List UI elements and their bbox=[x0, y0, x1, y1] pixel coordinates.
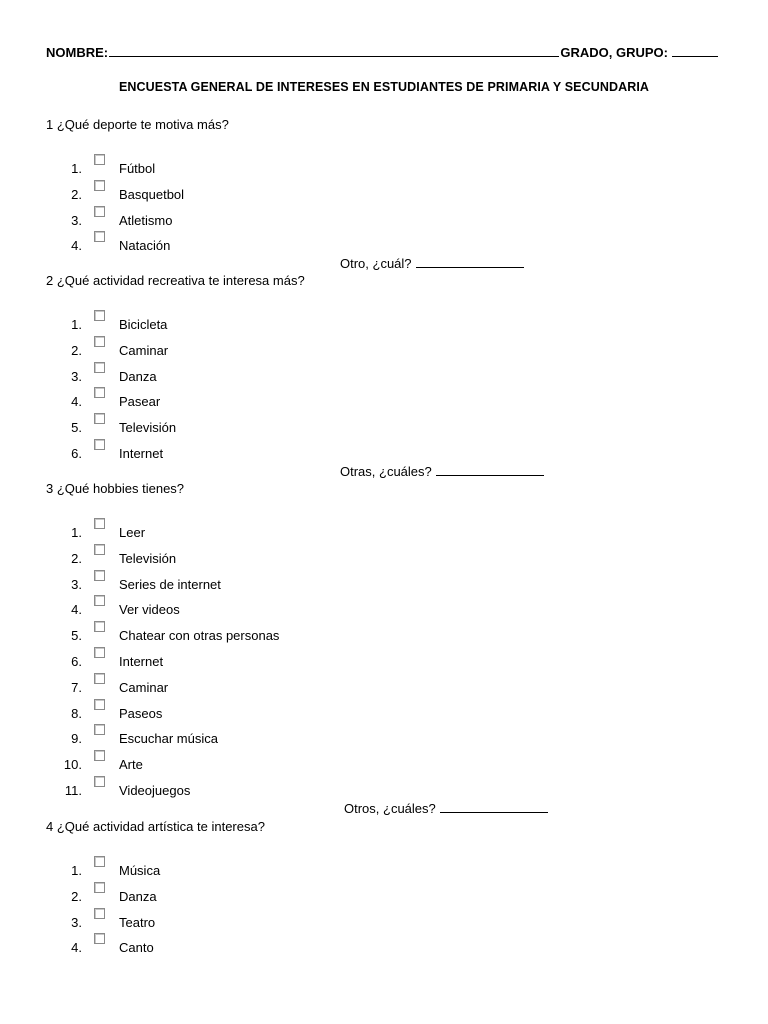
checkbox[interactable] bbox=[94, 544, 105, 555]
checkbox[interactable] bbox=[94, 595, 105, 606]
survey-title: ENCUESTA GENERAL DE INTERESES EN ESTUDIANTES DE PRIMARIA Y SECUNDARIA bbox=[118, 80, 650, 94]
other-label: Otro, ¿cuál? bbox=[340, 256, 412, 272]
option-label: Basquetbol bbox=[119, 186, 185, 202]
student-header bbox=[46, 44, 718, 60]
option-row[interactable] bbox=[0, 757, 768, 777]
question-2-text: 2 ¿Qué actividad recreativa te interesa más? bbox=[46, 273, 305, 288]
checkbox[interactable] bbox=[94, 724, 105, 735]
option-number: 3. bbox=[71, 914, 82, 930]
option-number: 10. bbox=[63, 757, 82, 773]
option-number: 2. bbox=[71, 888, 82, 904]
option-label: Teatro bbox=[119, 914, 156, 930]
grado-field[interactable] bbox=[672, 44, 718, 57]
option-number: 4. bbox=[71, 238, 82, 254]
option-label: Canto bbox=[119, 940, 154, 956]
option-label: Caminar bbox=[119, 342, 169, 358]
option-row[interactable] bbox=[0, 863, 768, 883]
checkbox[interactable] bbox=[94, 387, 105, 398]
option-row[interactable] bbox=[0, 628, 768, 648]
nombre-label: NOMBRE: bbox=[46, 45, 109, 60]
option-label: Leer bbox=[119, 525, 146, 540]
option-row[interactable] bbox=[0, 525, 768, 545]
option-label: Danza bbox=[119, 368, 157, 384]
option-label: Arte bbox=[119, 757, 143, 773]
option-number: 4. bbox=[71, 394, 82, 410]
checkbox[interactable] bbox=[94, 362, 105, 373]
option-label: Televisión bbox=[119, 550, 177, 566]
checkbox[interactable] bbox=[94, 413, 105, 424]
other-field[interactable] bbox=[416, 256, 524, 268]
question-4-text: 4 ¿Qué actividad artística te interesa? bbox=[46, 819, 265, 834]
option-label: Internet bbox=[119, 446, 164, 461]
other-answer bbox=[340, 256, 524, 271]
option-number: 11. bbox=[64, 783, 82, 798]
option-row[interactable] bbox=[0, 420, 768, 440]
checkbox[interactable] bbox=[94, 231, 105, 242]
option-row[interactable] bbox=[0, 369, 768, 389]
option-row[interactable] bbox=[0, 602, 768, 622]
option-row[interactable] bbox=[0, 161, 768, 181]
checkbox[interactable] bbox=[94, 206, 105, 217]
option-label: Videojuegos bbox=[119, 783, 191, 798]
question-3-text: 3 ¿Qué hobbies tienes? bbox=[46, 481, 185, 496]
option-number: 1. bbox=[71, 161, 82, 176]
option-label: Paseos bbox=[119, 705, 163, 721]
checkbox[interactable] bbox=[94, 518, 105, 529]
checkbox[interactable] bbox=[94, 180, 105, 191]
option-label: Fútbol bbox=[119, 161, 156, 176]
option-number: 6. bbox=[71, 446, 82, 461]
option-label: Natación bbox=[119, 238, 171, 254]
option-row[interactable] bbox=[0, 783, 768, 803]
question-1-text: 1 ¿Qué deporte te motiva más? bbox=[46, 117, 229, 132]
option-number: 3. bbox=[71, 576, 82, 592]
grado-label: GRADO, GRUPO: bbox=[560, 45, 668, 60]
checkbox[interactable] bbox=[94, 699, 105, 710]
checkbox[interactable] bbox=[94, 856, 105, 867]
option-row[interactable] bbox=[0, 187, 768, 207]
option-number: 2. bbox=[71, 186, 82, 202]
option-label: Bicicleta bbox=[119, 317, 168, 332]
option-row[interactable] bbox=[0, 394, 768, 414]
checkbox[interactable] bbox=[94, 310, 105, 321]
option-label: Internet bbox=[119, 654, 164, 669]
option-row[interactable] bbox=[0, 706, 768, 726]
option-row[interactable] bbox=[0, 680, 768, 700]
checkbox[interactable] bbox=[94, 336, 105, 347]
checkbox[interactable] bbox=[94, 882, 105, 893]
checkbox[interactable] bbox=[94, 776, 105, 787]
option-label: Televisión bbox=[119, 420, 177, 436]
option-row[interactable] bbox=[0, 317, 768, 337]
option-row[interactable] bbox=[0, 551, 768, 571]
option-row[interactable] bbox=[0, 577, 768, 597]
other-field[interactable] bbox=[440, 801, 548, 813]
checkbox[interactable] bbox=[94, 673, 105, 684]
option-number: 8. bbox=[71, 705, 82, 721]
option-number: 2. bbox=[71, 550, 82, 566]
option-label: Caminar bbox=[119, 679, 169, 695]
other-field[interactable] bbox=[436, 464, 544, 476]
option-row[interactable] bbox=[0, 446, 768, 466]
checkbox[interactable] bbox=[94, 750, 105, 761]
other-answer bbox=[340, 464, 544, 479]
option-label: Música bbox=[119, 863, 161, 878]
option-number: 6. bbox=[71, 654, 82, 669]
checkbox[interactable] bbox=[94, 933, 105, 944]
checkbox[interactable] bbox=[94, 154, 105, 165]
option-row[interactable] bbox=[0, 940, 768, 960]
option-label: Escuchar música bbox=[119, 731, 218, 747]
option-row[interactable] bbox=[0, 731, 768, 751]
checkbox[interactable] bbox=[94, 647, 105, 658]
checkbox[interactable] bbox=[94, 621, 105, 632]
option-number: 1. bbox=[71, 525, 82, 540]
other-label: Otras, ¿cuáles? bbox=[340, 464, 432, 479]
option-row[interactable] bbox=[0, 915, 768, 935]
option-number: 5. bbox=[71, 420, 82, 436]
other-answer bbox=[344, 801, 548, 816]
option-number: 1. bbox=[71, 863, 82, 878]
option-number: 7. bbox=[71, 679, 82, 695]
option-number: 5. bbox=[71, 628, 82, 644]
checkbox[interactable] bbox=[94, 908, 105, 919]
option-number: 9. bbox=[71, 731, 82, 747]
option-row[interactable] bbox=[0, 889, 768, 909]
option-number: 3. bbox=[71, 368, 82, 384]
option-label: Atletismo bbox=[119, 212, 173, 228]
option-label: Ver videos bbox=[119, 602, 180, 618]
option-number: 3. bbox=[71, 212, 82, 228]
option-number: 1. bbox=[71, 317, 82, 332]
option-number: 4. bbox=[71, 940, 82, 956]
option-number: 2. bbox=[71, 342, 82, 358]
checkbox[interactable] bbox=[94, 570, 105, 581]
nombre-field[interactable] bbox=[109, 44, 559, 57]
other-label: Otros, ¿cuáles? bbox=[344, 801, 436, 816]
option-row[interactable] bbox=[0, 343, 768, 363]
option-number: 4. bbox=[71, 602, 82, 618]
option-row[interactable] bbox=[0, 238, 768, 258]
option-row[interactable] bbox=[0, 654, 768, 674]
option-label: Chatear con otras personas bbox=[119, 628, 280, 644]
option-row[interactable] bbox=[0, 213, 768, 233]
option-label: Danza bbox=[119, 888, 157, 904]
option-label: Pasear bbox=[119, 394, 161, 410]
option-label: Series de internet bbox=[119, 576, 221, 592]
checkbox[interactable] bbox=[94, 439, 105, 450]
